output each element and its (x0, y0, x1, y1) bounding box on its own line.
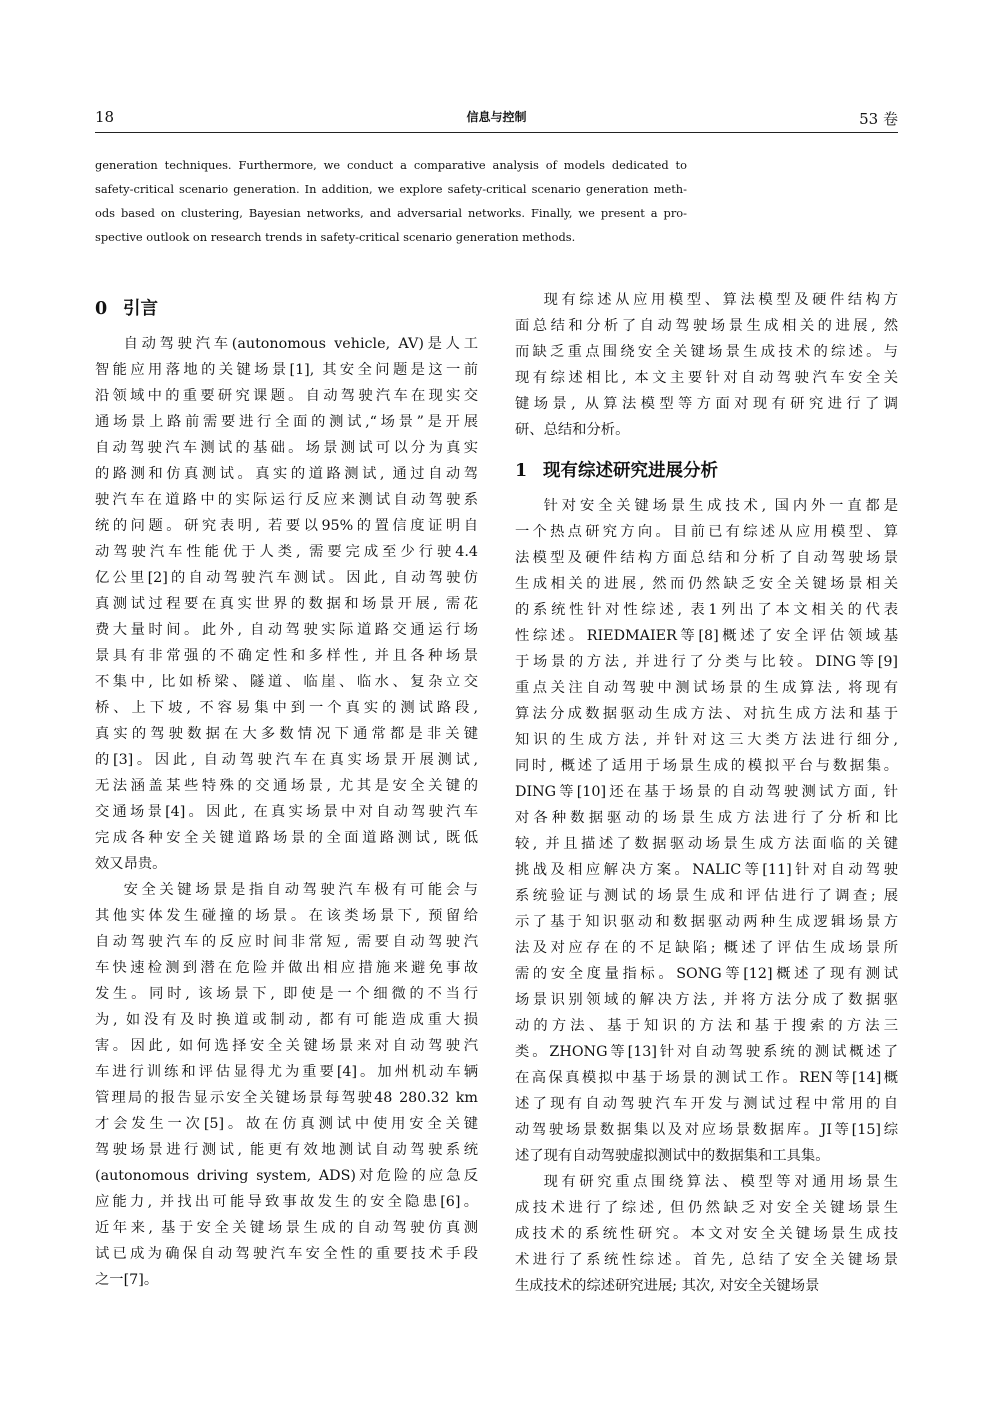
text-line: 算法分成数据驱动生成方法、对抗生成方法和基于 (515, 706, 898, 722)
text-line: 之一[7]。 (95, 1272, 159, 1288)
text-line: 术进行了系统性综述。首先, 总结了安全关键场景 (515, 1252, 898, 1268)
text-line: 景具有非常强的不确定性和多样性, 并且各种场景 (95, 648, 478, 664)
text-line: 驶汽车在道路中的实际运行反应来测试自动驾驶系 (95, 492, 478, 508)
text-line: 不集中, 比如桥梁、隧道、临崖、临水、复杂立交 (95, 674, 478, 690)
text-line: 法及对应存在的不足缺陷; 概述了评估生成场景所 (515, 940, 898, 956)
review-paragraph-2 (515, 1169, 898, 1299)
volume-number: 53 卷 (859, 110, 898, 128)
text-line: 沿领域中的重要研究课题。自动驾驶汽车在现实交 (95, 388, 478, 404)
text-line: 成技术的系统性研究。本文对安全关键场景生成技 (515, 1226, 898, 1242)
abstract-continuation (95, 153, 687, 249)
text-line: 自动驾驶汽车(autonomous vehicle, AV)是人工 (123, 336, 478, 352)
text-line: DING等[10]还在基于场景的自动驾驶测试方面, 针 (515, 784, 898, 800)
text-line: 近年来, 基于安全关键场景生成的自动驾驶仿真测 (95, 1220, 478, 1236)
abstract-line: safety-critical scenario generation. In addition, we explore safety-critical scenario generation meth- (95, 182, 687, 196)
text-line: 试已成为确保自动驾驶汽车安全性的重要技术手段 (95, 1246, 478, 1262)
text-line: 研、总结和分析。 (515, 422, 630, 438)
text-line: 效又昂贵。 (95, 856, 167, 872)
text-line: 类。ZHONG等[13]针对自动驾驶系统的测试概述了 (515, 1044, 898, 1060)
text-line: 车快速检测到潜在危险并做出相应措施来避免事故 (95, 960, 478, 976)
text-line: 键场景, 从算法模型等方面对现有研究进行了调 (515, 396, 898, 412)
text-line: 统的问题。研究表明, 若要以95%的置信度证明自 (95, 518, 478, 534)
text-line: 应能力, 并找出可能导致事故发生的安全隐患[6]。 (95, 1194, 478, 1210)
text-line: 交通场景[4]。因此, 在真实场景中对自动驾驶汽车 (95, 804, 478, 820)
text-line: 安全关键场景是指自动驾驶汽车极有可能会与 (123, 882, 478, 898)
text-line: 生成相关的进展, 然而仍然缺乏安全关键场景相关 (515, 576, 898, 592)
text-line: 的路测和仿真测试。真实的道路测试, 通过自动驾 (95, 466, 478, 482)
text-line: 示了基于知识驱动和数据驱动两种生成逻辑场景方 (515, 914, 898, 930)
text-line: 于场景的方法, 并进行了分类与比较。DING等[9] (515, 654, 898, 670)
text-line: 的[3]。因此, 自动驾驶汽车在真实场景开展测试, (95, 752, 478, 768)
text-line: 较, 并且描述了数据驱动场景生成方法面临的关键 (515, 836, 898, 852)
text-line: 智能应用落地的关键场景[1], 其安全问题是这一前 (95, 362, 478, 378)
text-line: 发生。同时, 该场景下, 即使是一个细微的不当行 (95, 986, 478, 1002)
text-line: 真测试过程要在真实世界的数据和场景开展, 需花 (95, 596, 478, 612)
text-line: 面总结和分析了自动驾驶场景生成相关的进展, 然 (515, 318, 898, 334)
running-header (95, 108, 898, 132)
text-line: 动驾驶汽车性能优于人类, 需要完成至少行驶4.4 (95, 544, 478, 560)
text-line: 现有研究重点围绕算法、模型等对通用场景生 (543, 1174, 898, 1190)
text-line: 管理局的报告显示安全关键场景每驾驶48 280.32 km (95, 1090, 478, 1106)
text-line: 针对安全关键场景生成技术, 国内外一直都是 (543, 498, 898, 514)
text-line: 自动驾驶汽车的反应时间非常短, 需要自动驾驶汽 (95, 934, 478, 950)
section-number: 0 (95, 299, 108, 319)
abstract-line: spective outlook on research trends in safety-critical scenario generation methods. (95, 230, 576, 244)
text-line: 自动驾驶汽车测试的基础。场景测试可以分为真实 (95, 440, 478, 456)
text-line: 而缺乏重点围绕安全关键场景生成技术的综述。与 (515, 344, 898, 360)
text-line: 动驾驶场景数据集以及对应场景数据库。JI等[15]综 (515, 1122, 898, 1138)
text-line: 生成技术的综述研究进展; 其次, 对安全关键场景 (515, 1278, 820, 1294)
text-line: 的系统性针对性综述, 表1列出了本文相关的代表 (515, 602, 898, 618)
text-line: 需的安全度量指标。SONG等[12]概述了现有测试 (515, 966, 898, 982)
review-paragraph-1 (515, 493, 898, 1169)
text-line: 亿公里[2]的自动驾驶汽车测试。因此, 自动驾驶仿 (95, 570, 478, 586)
text-line: 成技术进行了综述, 但仍然缺乏对安全关键场景生 (515, 1200, 898, 1216)
section-heading-intro (95, 287, 478, 331)
text-line: 为, 如没有及时换道或制动, 都有可能造成重大损 (95, 1012, 478, 1028)
text-line: 才会发生一次[5]。故在仿真测试中使用安全关键 (95, 1116, 478, 1132)
text-line: 无法涵盖某些特殊的交通场景, 尤其是安全关键的 (95, 778, 478, 794)
text-line: 重点关注自动驾驶中测试场景的生成算法, 将现有 (515, 680, 898, 696)
text-line: 完成各种安全关键道路场景的全面道路测试, 既低 (95, 830, 478, 846)
text-line: 桥、上下坡, 不容易集中到一个真实的测试路段, (95, 700, 478, 716)
text-line: 其他实体发生碰撞的场景。在该类场景下, 预留给 (95, 908, 478, 924)
text-line: 对各种数据驱动的场景生成方法进行了分析和比 (515, 810, 898, 826)
text-line: 驾驶场景进行测试, 能更有效地测试自动驾驶系统 (95, 1142, 478, 1158)
section-heading-review (515, 449, 898, 493)
abstract-line: generation techniques. Furthermore, we conduct a comparative analysis of models dedicated to (95, 158, 687, 172)
text-line: 知识的生成方法, 并针对这三大类方法进行细分, (515, 732, 898, 748)
text-line: 真实的驾驶数据在大多数情况下通常都是非关键 (95, 726, 478, 742)
page-number: 18 (95, 108, 115, 126)
text-line: 一个热点研究方向。目前已有综述从应用模型、算 (515, 524, 898, 540)
text-line: 述了现有自动驾驶虚拟测试中的数据集和工具集。 (515, 1148, 830, 1164)
text-line: 动的方法、基于知识的方法和基于搜索的方法三 (515, 1018, 898, 1034)
text-line: 通场景上路前需要进行全面的测试,“场景”是开展 (95, 414, 478, 430)
abstract-line: ods based on clustering, Bayesian networks, and adversarial networks. Finally, we present a pro- (95, 206, 687, 220)
intro-paragraph-2 (95, 877, 478, 1293)
left-column (95, 287, 478, 1293)
text-line: 现有综述从应用模型、算法模型及硬件结构方 (543, 292, 898, 308)
text-line: 费大量时间。此外, 自动驾驶实际道路交通运行场 (95, 622, 478, 638)
text-line: 车进行训练和评估显得尤为重要[4]。加州机动车辆 (95, 1064, 478, 1080)
text-line: 性综述。RIEDMAIER等[8]概述了安全评估领域基 (515, 628, 898, 644)
text-line: (autonomous driving system, ADS)对危险的应急反 (95, 1168, 478, 1184)
section-title: 现有综述研究进展分析 (543, 461, 718, 481)
intro-paragraph-1 (95, 331, 478, 877)
text-line: 挑战及相应解决方案。NALIC等[11]针对自动驾驶 (515, 862, 898, 878)
text-line: 法模型及硬件结构方面总结和分析了自动驾驶场景 (515, 550, 898, 566)
text-line: 在高保真模拟中基于场景的测试工作。REN等[14]概 (515, 1070, 898, 1086)
section-title: 引言 (123, 299, 158, 319)
text-line: 系统验证与测试的场景生成和评估进行了调查; 展 (515, 888, 898, 904)
text-line: 害。因此, 如何选择安全关键场景来对自动驾驶汽 (95, 1038, 478, 1054)
text-line: 述了现有自动驾驶汽车开发与测试过程中常用的自 (515, 1096, 898, 1112)
header-rule (95, 132, 898, 133)
journal-name: 信息与控制 (466, 110, 527, 124)
intro-paragraph-3 (515, 287, 898, 443)
right-column (515, 287, 898, 1299)
section-number: 1 (515, 461, 528, 481)
text-line: 同时, 概述了适用于场景生成的模拟平台与数据集。 (515, 758, 898, 774)
text-line: 现有综述相比, 本文主要针对自动驾驶汽车安全关 (515, 370, 898, 386)
text-line: 场景识别领域的解决方法, 并将方法分成了数据驱 (515, 992, 898, 1008)
